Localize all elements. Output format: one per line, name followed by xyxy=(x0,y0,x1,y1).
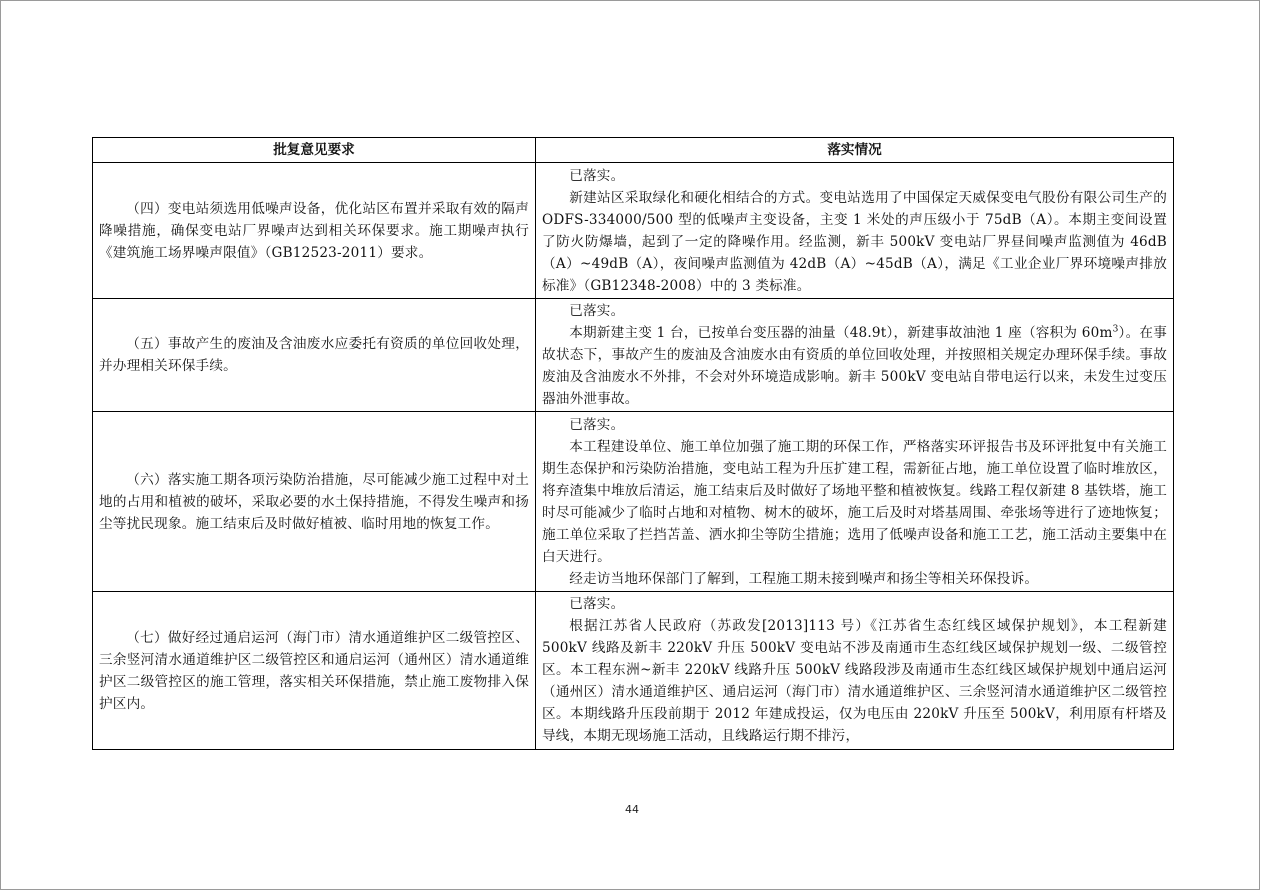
requirement-cell xyxy=(93,163,536,299)
header-implementation: 落实情况 xyxy=(536,138,1174,163)
implementation-paragraph: 本工程建设单位、施工单位加强了施工期的环保工作，严格落实环评报告书及环评批复中有关施工期生态保护和污染防治措施，变电站工程为升压扩建工程，需新征占地，施工单位设置了临时堆放区，将弃渣集中堆放后清运，施工结束后及时做好了场地平整和植被恢复。线路工程仅新建 8 基铁塔，施工时尽可能减少了临时占地和对植物、树木的破坏，施工后及时对塔基周围、牵张场等进行了迹地恢复；施工单位采取了拦挡苫盖、洒水抑尘等防尘措施；选用了低噪声设备和施工工艺，施工活动主要集中在白天进行。 xyxy=(542,438,1167,565)
implementation-paragraph: 已落实。 xyxy=(569,167,625,184)
requirement-text: （六）落实施工期各项污染防治措施，尽可能减少施工过程中对土地的占用和植被的破坏，采取必要的水土保持措施，不得发生噪声和扬尘等扰民现象。施工结束后及时做好植被、临时用地的恢复工作。 xyxy=(99,471,529,532)
implementation-clip xyxy=(542,593,1167,748)
table-header-row xyxy=(93,138,1174,163)
implementation-paragraph: 已落实。 xyxy=(569,596,625,612)
table-row xyxy=(93,163,1174,299)
implementation-paragraph: 已落实。 xyxy=(569,303,625,319)
requirement-text: （四）变电站须选用低噪声设备，优化站区布置并采取有效的隔声降噪措施，确保变电站厂界噪声达到相关环保要求。施工期噪声执行《建筑施工场界噪声限值》（GB12523-2011）要求。 xyxy=(99,200,529,261)
implementation-paragraph: 根据江苏省人民政府（苏政发[2013]113 号）《江苏省生态红线区域保护规划》，本工程新建 500kV 线路及新丰 220kV 升压 500kV 变电站不涉及南通市生态红线区域保护规划一级、二级管控区。本工程东洲~新丰 220kV 线路升压 500kV 线路段涉及南通市生态红线区域保护规划中通启运河（通州区）清水通道维护区、通启运河（海门市）清水通道维护区、三余竖河清水通道维护区二级管控区。本期线路升压段前期于 2012 年建成投运，仅为电压由 220kV 升压至 500kV，利用原有杆塔及导线，本期无现场施工活动，且线路运行期不排污， xyxy=(542,618,1167,744)
implementation-cell xyxy=(536,412,1174,592)
approval-table xyxy=(92,137,1174,750)
implementation-text: ）。在事故状态下，事故产生的废油及含油废水由有资质的单位回收处理，并按照相关规定办理环保手续。事故废油及含油废水不外排，不会对外环境造成影响。新丰 500kV 变电站自带电运行以来，未发生过变压器油外泄事故。 xyxy=(542,325,1168,407)
requirement-text: （七）做好经过通启运河（海门市）清水通道维护区二级管控区、三余竖河清水通道维护区二级管控区和通启运河（通州区）清水通道维护区二级管控区的施工管理，落实相关环保措施，禁止施工废物排入保护区内。 xyxy=(99,629,529,712)
table-row xyxy=(93,299,1174,412)
implementation-cell xyxy=(536,163,1174,299)
superscript: 3 xyxy=(1112,324,1119,335)
implementation-text: 本期新建主变 1 台，已按单台变压器的油量（48.9t），新建事故油池 1 座（容积为 60m xyxy=(569,325,1113,341)
implementation-cell xyxy=(536,592,1174,750)
requirement-text: （五）事故产生的废油及含油废水应委托有资质的单位回收处理，并办理相关环保手续。 xyxy=(99,336,529,374)
implementation-paragraph: 经走访当地环保部门了解到，工程施工期未接到噪声和扬尘等相关环保投诉。 xyxy=(569,570,1039,587)
implementation-paragraph: 已落实。 xyxy=(569,416,625,433)
requirement-cell xyxy=(93,299,536,412)
table-row xyxy=(93,592,1174,750)
header-requirement: 批复意见要求 xyxy=(93,138,536,163)
requirement-cell xyxy=(93,412,536,592)
implementation-cell xyxy=(536,299,1174,412)
table-row xyxy=(93,412,1174,592)
requirement-cell xyxy=(93,592,536,750)
implementation-paragraph xyxy=(542,322,1167,410)
page-number: 44 xyxy=(625,803,639,816)
implementation-paragraph: 新建站区采取绿化和硬化相结合的方式。变电站选用了中国保定天威保变电气股份有限公司生产的 ODFS-334000/500 型的低噪声主变设备，主变 1 米处的声压级小于 75dB（A）。本期主变间设置了防火防爆墙，起到了一定的降噪作用。经监测，新丰 500kV 变电站厂界昼间噪声监测值为 46dB（A）~49dB（A），夜间噪声监测值为 42dB（A）~45dB（A），满足《工业企业厂界环境噪声排放标准》（GB12348-2008）中的 3 类标准。 xyxy=(542,189,1167,294)
